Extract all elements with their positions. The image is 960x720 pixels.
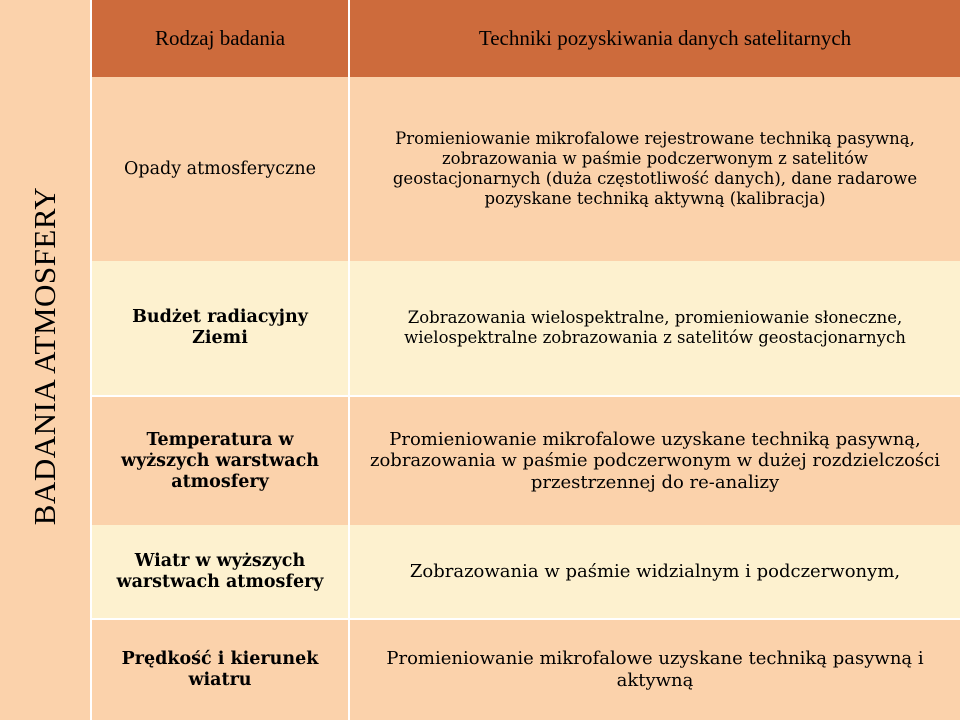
header-technique: Techniki pozyskiwania danych satelitarnych xyxy=(350,0,960,77)
side-panel xyxy=(0,0,90,720)
row-technique: Promieniowanie mikrofalowe rejestrowane techniką pasywną, zobrazowania w paśmie podczerwonym z satelitów geostacjonarnych (duża częstotliwość danych), dane radarowe pozyskane techniką aktywną (kalibracja) xyxy=(350,77,960,261)
row-technique: Zobrazowania w paśmie widzialnym i podczerwonym, xyxy=(350,525,960,618)
techniques-table xyxy=(92,0,960,720)
side-label: BADANIA ATMOSFERY xyxy=(27,186,62,526)
row-type: Temperatura w wyższych warstwach atmosfery xyxy=(92,395,348,525)
row-technique: Promieniowanie mikrofalowe uzyskane techniką pasywną, zobrazowania w paśmie podczerwonym w dużej rozdzielczości przestrzennej do re-analizy xyxy=(350,395,960,525)
row-type: Opady atmosferyczne xyxy=(92,77,348,261)
row-type: Wiatr w wyższych warstwach atmosfery xyxy=(92,525,348,618)
row-technique: Promieniowanie mikrofalowe uzyskane techniką pasywną i aktywną xyxy=(350,618,960,720)
row-technique: Zobrazowania wielospektralne, promieniowanie słoneczne, wielospektralne zobrazowania z satelitów geostacjonarnych xyxy=(350,261,960,395)
row-type: Budżet radiacyjny Ziemi xyxy=(92,261,348,395)
row-type: Prędkość i kierunek wiatru xyxy=(92,618,348,720)
header-type: Rodzaj badania xyxy=(92,0,348,77)
